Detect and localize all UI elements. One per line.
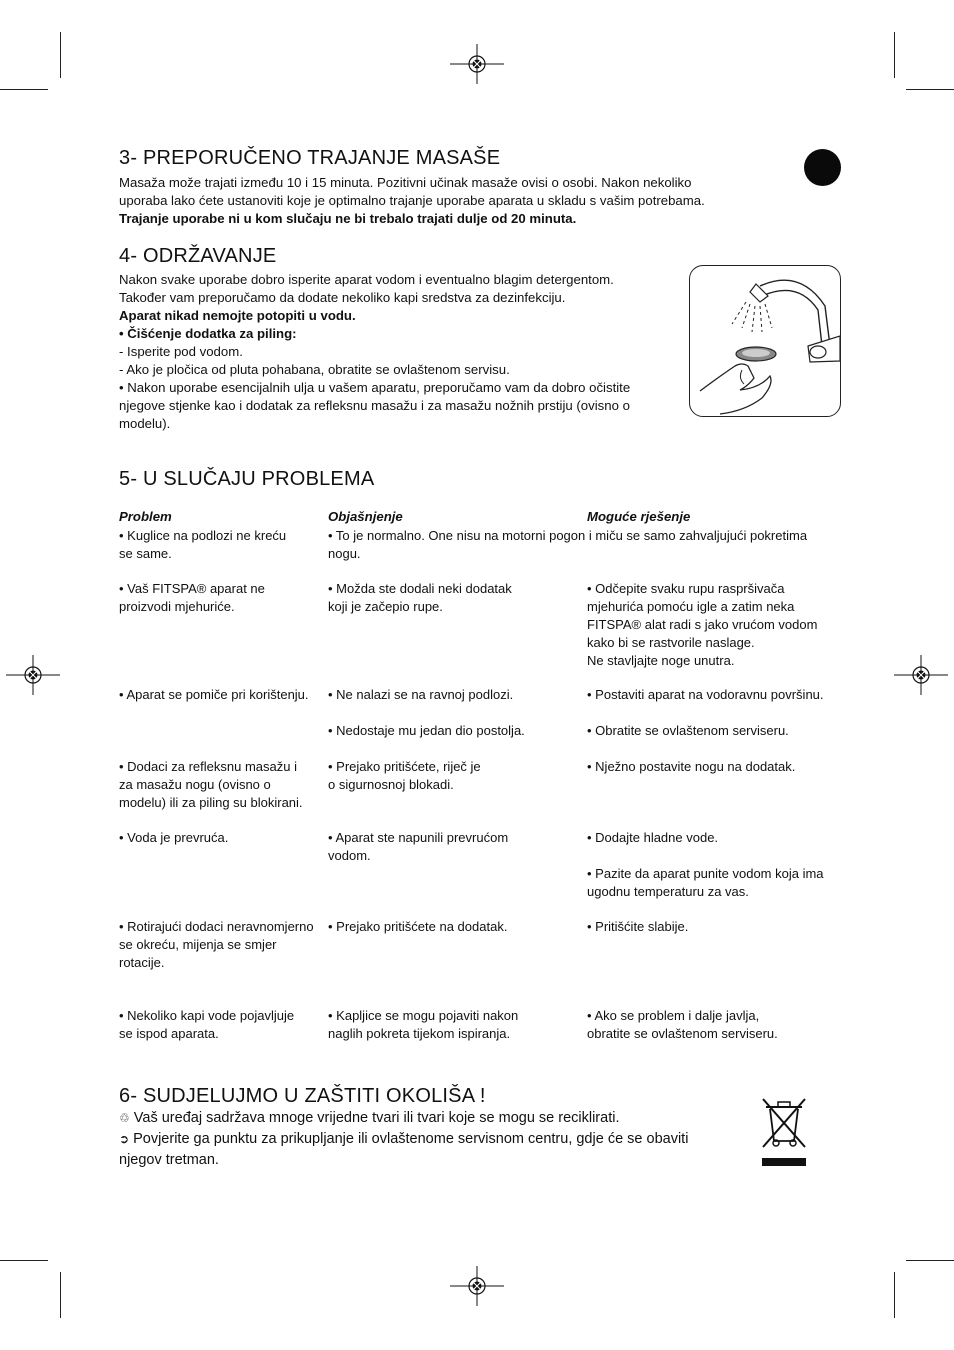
table-cell-line: • Postaviti aparat na vodoravnu površinu. [587,687,824,702]
table-cell-line: vodom. [328,848,371,863]
table-cell-line: • Dodajte hladne vode. [587,830,719,845]
section-6-line [119,1108,739,1129]
table-cell-line: • Nježno postavite nogu na dodatak. [587,759,796,774]
table-cell-problem [119,918,314,972]
table-cell-explanation [328,758,481,794]
table-cell-explanation [328,722,525,740]
table-cell-line: • Aparat ste napunili prevrućom [328,830,509,845]
section-4-body [119,271,679,433]
table-cell-problem [119,527,286,563]
table-cell-solution [587,1007,778,1043]
section-4-warning: Aparat nikad nemojte potopiti u vodu. [119,308,356,323]
section-3-title: 3- PREPORUČENO TRAJANJE MASAŠE [119,147,501,169]
table-cell-problem [119,686,309,704]
table-cell-problem [119,1007,294,1043]
table-cell-line: ugodnu temperaturu za vas. [587,884,749,899]
table-cell-line: o sigurnosnoj blokadi. [328,777,454,792]
table-cell-line: nogu. [328,546,361,561]
section-6-text: Vaš uređaj sadržava mnoge vrijedne tvari ili tvari koje se mogu se reciklirati. [133,1110,620,1126]
table-cell-line: kako bi se rastvorile naslage. [587,635,755,650]
table-cell-line: • Prejako pritišćete na dodatak. [328,919,508,934]
section-4-line: Nakon svake uporabe dobro isperite aparat vodom i eventualno blagim detergentom. [119,272,614,287]
table-cell-line: • Aparat se pomiče pri korištenju. [119,687,309,702]
section-3-line: uporaba lako ćete ustanoviti koje je optimalno trajanje uporabe aparata u skladu s vašim potrebama. [119,193,705,208]
table-cell-line: se okreću, mijenja se smjer [119,937,277,952]
section-4-line: Također vam preporučamo da dodate nekoliko kapi sredstva za dezinfekciju. [119,290,566,305]
arrow-icon: ➲ [119,1132,130,1146]
table-cell-line: se ispod aparata. [119,1026,219,1041]
table-cell-line: koji je začepio rupe. [328,599,443,614]
table-cell-explanation [328,1007,518,1043]
table-cell-line: Ne stavljajte noge unutra. [587,653,735,668]
table-cell-line: rotacije. [119,955,165,970]
table-cell-solution [587,758,795,776]
column-header-problem: Problem [119,509,172,524]
table-cell-line: • Prejako pritišćete, riječ je [328,759,481,774]
section-6-title: 6- SUDJELUJMO U ZAŠTITI OKOLIŠA ! [119,1085,486,1107]
section-4-line: njegove stjenke kao i dodatak za refleksnu masažu i za masažu nožnih prstiju (ovisno o [119,398,630,413]
section-6-line [119,1129,739,1150]
crop-mark [0,89,48,90]
table-cell-solution [587,580,817,670]
table-cell-line: • Kapljice se mogu pojaviti nakon [328,1008,519,1023]
crop-mark [60,1272,61,1318]
section-4-line: modelu). [119,416,171,431]
section-4-line: - Ako je pločica od pluta pohabana, obratite se ovlaštenom servisu. [119,362,510,377]
section-4-title: 4- ODRŽAVANJE [119,245,277,267]
table-cell-line [587,847,824,865]
section-3-warning: Trajanje uporabe ni u kom slučaju ne bi trebalo trajati dulje od 20 minuta. [119,211,577,226]
table-cell-line: • Ako se problem i dalje javlja, [587,1008,760,1023]
table-cell-line: • Rotirajući dodaci neravnomjerno [119,919,314,934]
crop-mark [60,32,61,78]
crop-mark [894,32,895,78]
crop-mark [906,1260,954,1261]
table-cell-explanation [328,527,807,563]
table-cell-problem [119,758,303,812]
section-3-line: Masaža može trajati između 10 i 15 minuta. Pozitivni učinak masaže ovisi o osobi. Nakon nekoliko [119,175,692,190]
table-cell-solution [587,829,824,901]
table-cell-explanation [328,829,508,865]
table-cell-line: za masažu nogu (ovisno o [119,777,271,792]
column-header-explanation: Objašnjenje [328,509,403,524]
table-cell-line: obratite se ovlaštenom serviseru. [587,1026,778,1041]
section-3-body [119,174,769,228]
table-cell-explanation [328,580,512,616]
table-cell-explanation [328,918,507,936]
faucet-rinse-illustration [689,265,841,417]
table-cell-line: • Obratite se ovlaštenom serviseru. [587,723,789,738]
section-4-line: - Isperite pod vodom. [119,344,243,359]
table-cell-line: naglih pokreta tijekom ispiranja. [328,1026,511,1041]
table-cell-solution [587,686,824,704]
table-cell-solution [587,722,789,740]
registration-mark-icon [450,44,504,84]
section-5-title: 5- U SLUČAJU PROBLEMA [119,468,375,490]
registration-mark-icon [6,655,60,695]
table-cell-line: • Ne nalazi se na ravnoj podlozi. [328,687,514,702]
section-6-line: njegov tretman. [119,1152,219,1168]
table-cell-line: modelu) ili za piling su blokirani. [119,795,303,810]
table-cell-line: • Voda je prevruća. [119,830,229,845]
table-cell-line: se same. [119,546,172,561]
crop-mark [0,1260,48,1261]
column-header-solution: Moguće rješenje [587,509,691,524]
table-cell-line: • Nekoliko kapi vode pojavljuje [119,1008,295,1023]
table-cell-line: • Možda ste dodali neki dodatak [328,581,512,596]
table-cell-solution [587,918,688,936]
table-cell-line: mjehurića pomoću igle a zatim neka [587,599,795,614]
language-badge [804,149,841,186]
crop-mark [906,89,954,90]
section-4-line: • Nakon uporabe esencijalnih ulja u vašem aparatu, preporučamo vam da dobro očistite [119,380,631,395]
table-cell-line: • Vaš FITSPA® aparat ne [119,581,265,596]
section-6-text: Povjerite ga punktu za prikupljanje ili ovlaštenome servisnom centru, gdje će se obaviti [133,1131,689,1147]
table-cell-line: • Dodaci za refleksnu masažu i [119,759,297,774]
table-cell-line: • Kuglice na podlozi ne kreću [119,528,287,543]
table-cell-line: • Odčepite svaku rupu raspršivača [587,581,785,596]
recycle-icon: ♲ [119,1111,130,1125]
section-4-subheading: • Čišćenje dodatka za piling: [119,326,297,341]
section-6-body [119,1108,739,1171]
table-cell-explanation [328,686,513,704]
table-cell-line: • Pritišćite slabije. [587,919,689,934]
table-cell-line: • To je normalno. One nisu na motorni pogon i miču se samo zahvaljujući pokretima [328,528,808,543]
table-cell-problem [119,580,265,616]
table-cell-line: • Pazite da aparat punite vodom koja ima [587,866,824,881]
table-cell-line: • Nedostaje mu jedan dio postolja. [328,723,525,738]
registration-mark-icon [894,655,948,695]
crossed-bin-icon [760,1097,808,1169]
crop-mark [894,1272,895,1318]
table-cell-line: FITSPA® alat radi s jako vrućom vodom [587,617,818,632]
registration-mark-icon [450,1266,504,1306]
table-cell-line: proizvodi mjehuriće. [119,599,235,614]
table-cell-problem [119,829,228,847]
